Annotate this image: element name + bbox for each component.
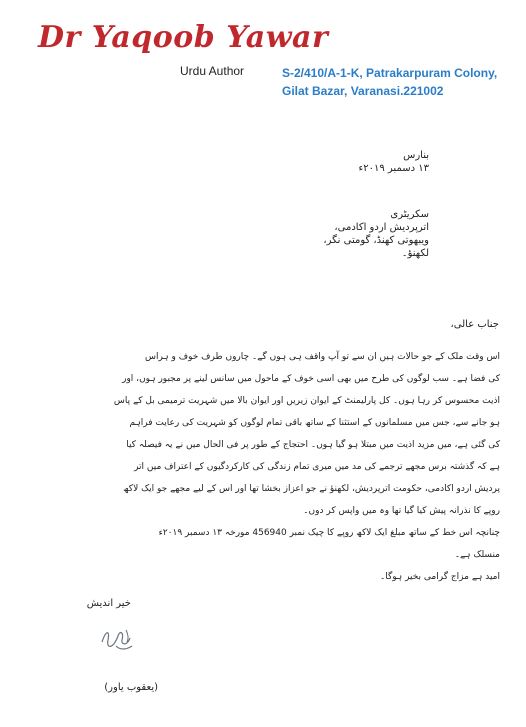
letterhead-name: Dr Yaqoob Yawar [38, 20, 329, 55]
body-line: کی فضا ہے۔ سب لوگوں کی طرح میں بھی اسی خوف کے ماحول میں سانس لینے پر مجبور ہوں، اور [122, 374, 500, 384]
salutation: جناب عالی، [450, 319, 499, 330]
recipient-line: اترپردیش اردو اکادمی، [334, 222, 429, 233]
body-line: اس وقت ملک کے جو حالات ہیں ان سے تو آپ واقف ہی ہوں گے۔ چاروں طرف خوف و ہراس [144, 352, 500, 362]
body-line: ہو جانے سے، جس میں مسلمانوں کے استثنا کے ساتھ باقی تمام لوگوں کو شہریت کی رعایت فراہم [129, 418, 500, 428]
body-line: ہے کہ گذشتہ برس مجھے ترجمے کی مد میں میری تمام زندگی کی کارکردگیوں کے اعتراف میں اتر [134, 462, 500, 472]
closing: خیر اندیش [86, 598, 131, 609]
signature-name: (یعقوب یاور) [104, 682, 158, 693]
address-line-2: Gilat Bazar, Varanasi.221002 [282, 84, 444, 98]
body-line: چنانچہ اس خط کے ساتھ مبلغ ایک لاکھ روپے کا چیک نمبر 456940 مورخہ ۱۳ دسمبر ۲۰۱۹ء [158, 528, 500, 538]
body-line: پردیش اردو اکادمی، حکومت اترپردیش، لکھنؤ نے جو اعزاز بخشا تھا اور اس کے لیے مجھے جو ایک لاکھ [123, 484, 500, 494]
address-line-1: S-2/410/A-1-K, Patrakarpuram Colony, [282, 66, 498, 80]
place-date [359, 149, 429, 175]
letterhead-address [282, 64, 504, 100]
place: بنارس [403, 150, 429, 161]
recipient-line: سکریٹری [390, 209, 429, 220]
letterhead-role: Urdu Author [180, 64, 245, 78]
body-line: روپے کا نذرانہ پیش کیا گیا تھا وہ میں واپس کر دوں۔ [303, 506, 500, 516]
date: ۱۳ دسمبر ۲۰۱۹ء [358, 163, 429, 174]
letter-body [34, 346, 500, 588]
handwritten-signature [96, 624, 138, 654]
body-line: کی گئی ہے، میں مزید اذیت میں مبتلا ہو گیا ہوں۔ احتجاج کے طور پر فی الحال میں نے یہ فیصلہ کیا [126, 440, 500, 450]
body-line: امید ہے مزاج گرامی بخیر ہوگا۔ [379, 572, 500, 582]
recipient-line: لکھنؤ۔ [401, 248, 429, 259]
body-line: منسلک ہے۔ [454, 550, 500, 560]
recipient-line: ویبھوتی کھنڈ، گومتی نگر، [323, 235, 429, 246]
recipient-block [323, 208, 429, 260]
body-line: اذیت محسوس کر رہا ہوں۔ کل پارلیمنٹ کے ایوان زیریں اور ایوان بالا میں شہریت ترمیمی بل کے پاس [113, 396, 500, 406]
